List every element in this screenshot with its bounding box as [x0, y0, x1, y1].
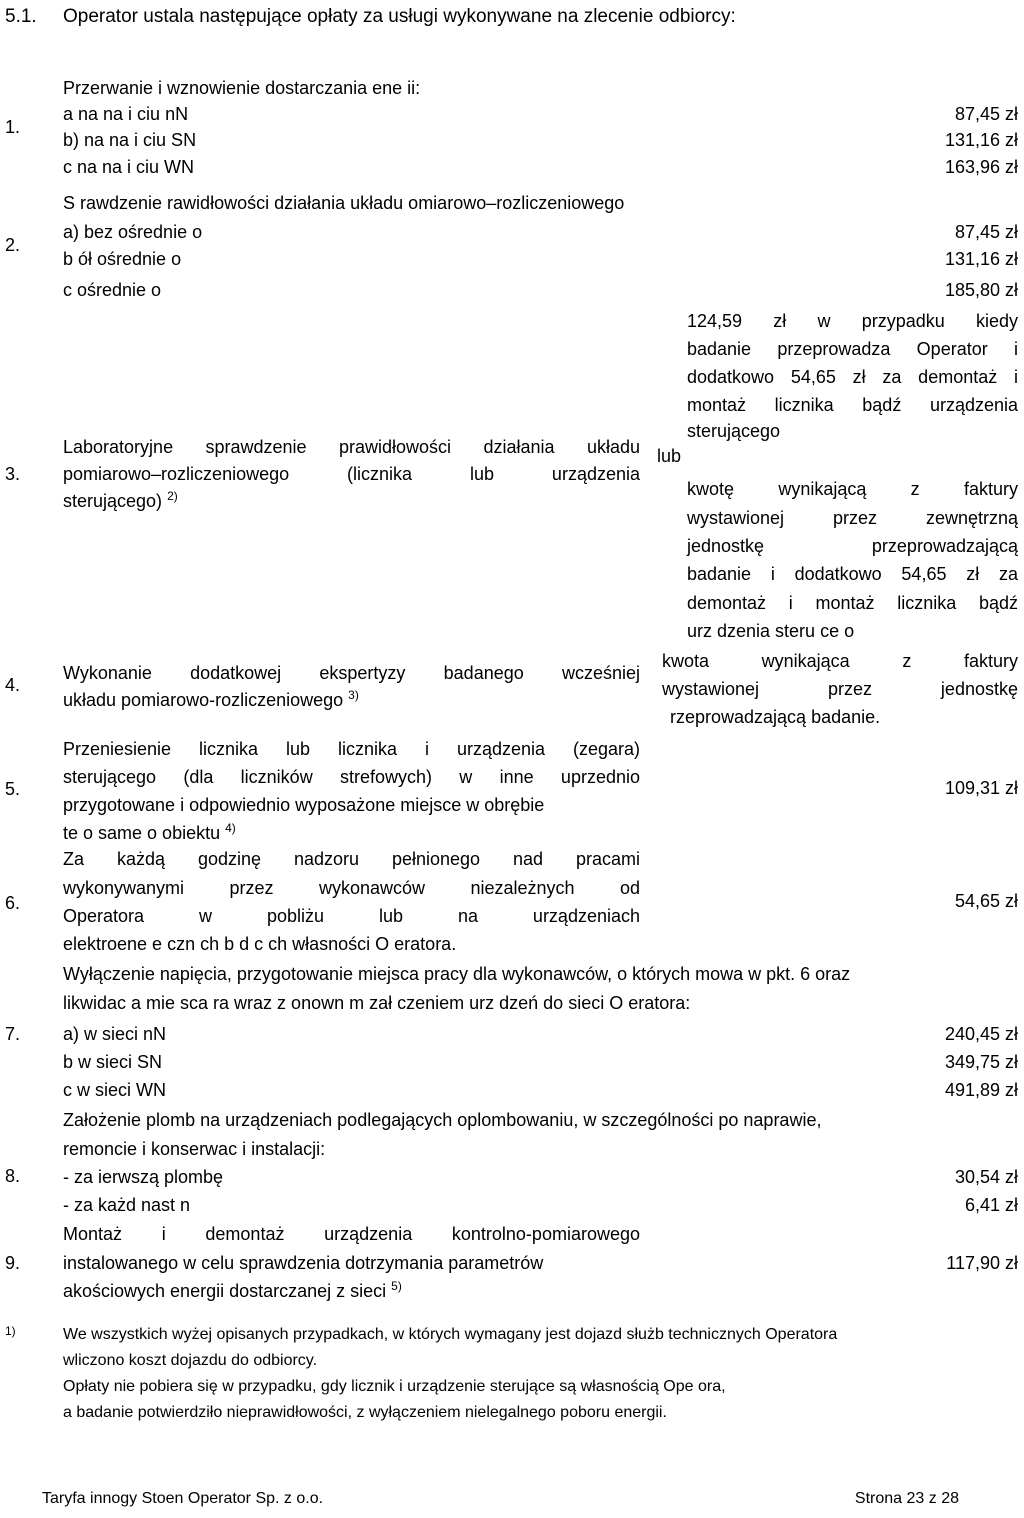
- item-text-line: remoncie i konserwac i instalacji:: [63, 1139, 326, 1159]
- item-text-line: układu pomiarowo-rozliczeniowego $^{3)}$: [63, 688, 359, 710]
- price: 131,16 zł: [944, 249, 1018, 269]
- sub-item-label: c w sieci WN: [63, 1080, 166, 1100]
- item-text-line: likwidac a mie sca ra wraz z onown m zał czeniem urz dzeń do sieci O eratora:: [63, 993, 691, 1013]
- item-number: 5.: [5, 779, 21, 799]
- price: 240,45 zł: [944, 1024, 1018, 1044]
- price: 117,90 zł: [946, 1253, 1018, 1273]
- footnote-text: wliczono koszt dojazdu do odbiorcy.: [63, 1352, 318, 1369]
- sub-item-label: b) na na i ciu SN: [63, 130, 197, 150]
- item-number: 4.: [5, 675, 21, 695]
- sub-item-label: - za ierwszą plombę: [63, 1167, 224, 1187]
- page-number: Strona 23 z 28: [854, 1490, 959, 1507]
- price-text-line: rzeprowadzającą badanie.: [670, 707, 881, 727]
- price-text-line: kwota wynikająca z faktury: [662, 651, 1018, 671]
- price: 6,41 zł: [964, 1195, 1018, 1215]
- item-number: 2.: [5, 235, 21, 255]
- price-text-line: badanie i dodatkowo 54,65 zł za: [687, 564, 1018, 584]
- item-text-line: Przeniesienie licznika lub licznika i urządzenia (zegara): [63, 739, 640, 759]
- price: 185,80 zł: [944, 280, 1018, 300]
- item-number: 3.: [5, 464, 21, 484]
- price: 109,31 zł: [944, 778, 1018, 798]
- price-text-line: wystawionej przez jednostkę: [662, 679, 1018, 699]
- footnote-ref: 2): [167, 489, 178, 503]
- price-text-line: badanie przeprowadza Operator i: [687, 339, 1018, 359]
- item-text-line: Laboratoryjne sprawdzenie prawidłowości działania układu: [63, 437, 640, 457]
- section-heading: Operator ustala następujące opłaty za usługi wykonywane na zlecenie odbiorcy:: [63, 6, 736, 27]
- item-number: 8.: [5, 1166, 21, 1186]
- price-text-line: 124,59 zł w przypadku kiedy: [687, 311, 1018, 331]
- footnote-text: a badanie potwierdziło nieprawidłowości, z wyłączeniem nielegalnego poboru energii.: [63, 1404, 667, 1421]
- price-text-line: urz dzenia steru ce o: [687, 621, 855, 641]
- item-text-line: sterującego (dla liczników strefowych) w inne uprzednio: [63, 767, 640, 787]
- price: 30,54 zł: [954, 1167, 1018, 1187]
- item-text-line: te o same o obiektu $^{4)}$: [63, 821, 236, 843]
- footnote-ref: 4): [225, 821, 236, 835]
- item-text-line: wykonywanymi przez wykonawców niezależnych od: [63, 878, 640, 898]
- item-title: S rawdzenie rawidłowości działania układu omiarowo–rozliczeniowego: [63, 193, 625, 213]
- price: 349,75 zł: [944, 1052, 1018, 1072]
- sub-item-label: b ół ośrednie o: [63, 249, 182, 269]
- footnote-text: Opłaty nie pobiera się w przypadku, gdy licznik i urządzenie sterujące są własnością Ope ora,: [63, 1378, 726, 1395]
- footnote-ref: 3): [348, 688, 359, 702]
- price: 54,65 zł: [954, 891, 1018, 911]
- item-text-line: elektroene e czn ch b d c ch własności O eratora.: [63, 934, 457, 954]
- sub-item-label: c ośrednie o: [63, 280, 162, 300]
- item-number: 9.: [5, 1253, 21, 1273]
- price: 87,45 zł: [954, 222, 1018, 242]
- item-text-line: akościowych energii dostarczanej z sieci $^{5)}$: [63, 1279, 402, 1301]
- item-number: 6.: [5, 893, 21, 913]
- price-text-line: dodatkowo 54,65 zł za demontaż i: [687, 367, 1018, 387]
- section-number: 5.1.: [5, 6, 37, 27]
- item-text-line: Za każdą godzinę nadzoru pełnionego nad pracami: [63, 849, 640, 869]
- price: 491,89 zł: [944, 1080, 1018, 1100]
- item-text-line: Operatora w pobliżu lub na urządzeniach: [63, 906, 640, 926]
- price-text-line: montaż licznika bądź urządzenia: [687, 395, 1018, 415]
- item-text-line: pomiarowo–rozliczeniowego (licznika lub urządzenia: [63, 464, 640, 484]
- price-text-line: jednostkę przeprowadzającą: [687, 536, 1018, 556]
- item-number: 1.: [5, 117, 21, 137]
- footnote-ref: 5): [391, 1279, 402, 1293]
- item-text-line: przygotowane i odpowiednio wyposażone miejsce w obrębie: [63, 795, 545, 815]
- price: 163,96 zł: [944, 157, 1018, 177]
- item-text-line: Wykonanie dodatkowej ekspertyzy badanego wcześniej: [63, 663, 640, 683]
- price-text-line: sterującego: [687, 421, 781, 441]
- footer-left: Taryfa innogy Stoen Operator Sp. z o.o.: [42, 1490, 324, 1507]
- price: 87,45 zł: [954, 104, 1018, 124]
- sub-item-label: b w sieci SN: [63, 1052, 163, 1072]
- item-text-line: Montaż i demontaż urządzenia kontrolno-pomiarowego: [63, 1224, 640, 1244]
- sub-item-label: c na na i ciu WN: [63, 157, 195, 177]
- item-title: Przerwanie i wznowienie dostarczania ene ii:: [63, 78, 421, 98]
- footnote-marker: 1): [5, 1324, 16, 1338]
- sub-item-label: a) bez ośrednie o: [63, 222, 203, 242]
- item-text-line: sterującego) $^{2)}$: [63, 489, 178, 511]
- price-text-line: demontaż i montaż licznika bądź: [687, 593, 1018, 613]
- item-text-line: Założenie plomb na urządzeniach podlegających oplombowaniu, w szczególności po naprawie,: [63, 1110, 822, 1130]
- price: 131,16 zł: [944, 130, 1018, 150]
- sub-item-label: a) w sieci nN: [63, 1024, 167, 1044]
- sub-item-label: a na na i ciu nN: [63, 104, 189, 124]
- item-number: 7.: [5, 1024, 21, 1044]
- price-text-line: wystawionej przez zewnętrzną: [687, 508, 1018, 528]
- sub-item-label: - za każd nast n: [63, 1195, 191, 1215]
- item-text-line: Wyłączenie napięcia, przygotowanie miejsca pracy dla wykonawców, o których mowa w pkt. 6 oraz: [63, 964, 851, 984]
- item-text-line: instalowanego w celu sprawdzenia dotrzymania parametrów: [63, 1253, 544, 1273]
- price-text-line: kwotę wynikającą z faktury: [687, 479, 1018, 499]
- footnote-text: We wszystkich wyżej opisanych przypadkach, w których wymagany jest dojazd służb technicznych Operatora: [63, 1326, 838, 1343]
- or-word: lub: [657, 446, 682, 466]
